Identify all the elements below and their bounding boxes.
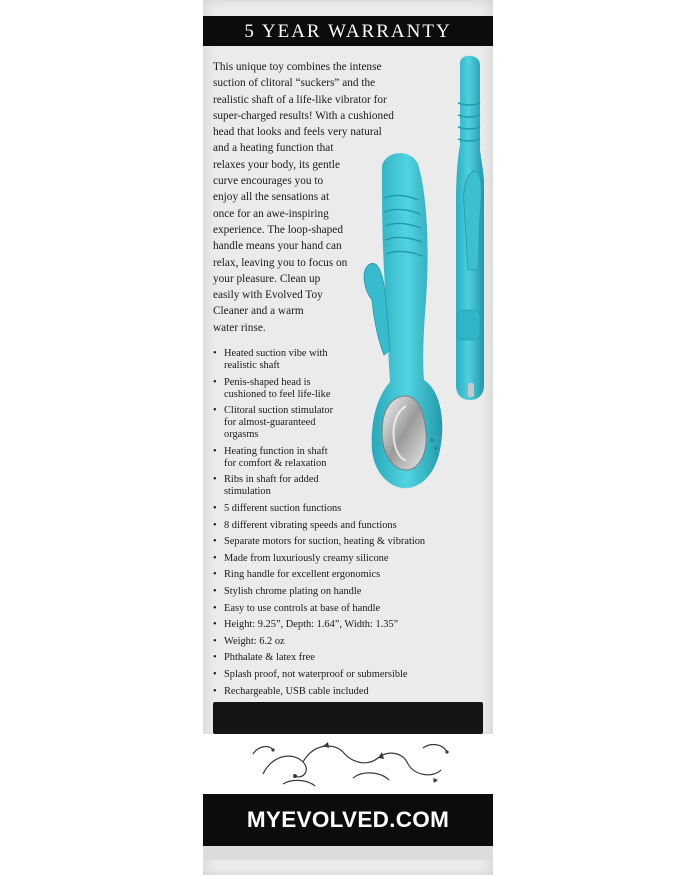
- feature-item: [213, 669, 488, 681]
- feature-text: • Penis-shaped head is: [224, 376, 311, 388]
- description-line: curve encourages you to: [213, 175, 324, 188]
- package-bottom-strip: [203, 846, 493, 860]
- warranty-banner: 5 YEAR WARRANTY: [203, 16, 493, 46]
- description-line: head that looks and feels very natural: [213, 126, 382, 139]
- feature-text: • Heating function in shaft: [224, 445, 328, 457]
- description-line: relax, leaving you to focus on: [213, 256, 348, 269]
- description-line: Cleaner and a warm: [213, 305, 304, 318]
- feature-text: • Height: 9.25”, Depth: 1.64”, Width: 1.35”: [224, 619, 399, 631]
- description-line: easily with Evolved Toy: [213, 289, 323, 302]
- feature-text: • Ribs in shaft for added: [224, 474, 319, 486]
- package-dark-band: [213, 702, 483, 734]
- description-line: and a heating function that: [213, 142, 334, 155]
- feature-text: • Weight: 6.2 oz: [224, 635, 285, 647]
- feature-item: [213, 652, 488, 664]
- feature-item: [213, 377, 488, 401]
- description-line: experience. The loop-shaped: [213, 223, 343, 236]
- description-line: relaxes your body, its gentle: [213, 158, 340, 171]
- feature-item: [213, 586, 488, 598]
- description-line: enjoy all the sensations at: [213, 191, 330, 204]
- feature-text: • Clitoral suction stimulator: [224, 405, 334, 417]
- feature-item: [213, 686, 488, 698]
- feature-text: cushioned to feel life-like: [224, 388, 331, 400]
- feature-text: stimulation: [224, 486, 271, 498]
- feature-text: • Rechargeable, USB cable included: [224, 685, 369, 697]
- feature-item: [213, 636, 488, 648]
- feature-text: for almost-guaranteed: [224, 417, 316, 429]
- feature-item: [213, 503, 488, 515]
- feature-text: • 5 different suction functions: [224, 502, 342, 514]
- feature-item: [213, 569, 488, 581]
- feature-text: • Separate motors for suction, heating & vibration: [224, 536, 426, 548]
- description-line: suction of clitoral “suckers” and the: [213, 77, 376, 90]
- description-line: your pleasure. Clean up: [213, 272, 321, 285]
- website-banner: [203, 794, 493, 846]
- feature-item: [213, 520, 488, 532]
- floral-swirl-ornament: [203, 734, 493, 794]
- description-line: once for an awe-inspiring: [213, 207, 329, 220]
- feature-text: • Made from luxuriously creamy silicone: [224, 552, 389, 564]
- description-line: realistic shaft of a life-like vibrator for: [213, 93, 387, 106]
- feature-text: realistic shaft: [224, 360, 280, 371]
- feature-list: [213, 348, 488, 702]
- feature-text: • Ring handle for excellent ergonomics: [224, 569, 381, 581]
- description-line: super-charged results! With a cushioned: [213, 109, 394, 122]
- description-line: handle means your hand can: [213, 240, 342, 253]
- feature-item: [213, 553, 488, 565]
- feature-item: [213, 446, 488, 470]
- feature-item: [213, 348, 488, 372]
- feature-item: [213, 474, 488, 498]
- feature-text: orgasms: [224, 429, 259, 441]
- feature-text: • Phthalate & latex free: [224, 652, 315, 664]
- description-line: water rinse.: [213, 321, 266, 334]
- feature-text: • Stylish chrome plating on handle: [224, 585, 362, 597]
- feature-text: • 8 different vibrating speeds and functions: [224, 519, 397, 531]
- feature-item: [213, 405, 488, 441]
- feature-item: [213, 603, 488, 615]
- website-url: MYEVOLVED.COM: [246, 807, 450, 832]
- feature-text: • Easy to use controls at base of handle: [224, 602, 381, 614]
- feature-item: [213, 619, 488, 631]
- feature-text: for comfort & relaxation: [224, 457, 327, 469]
- decorative-panel: [203, 734, 493, 794]
- feature-item: [213, 536, 488, 548]
- feature-text: • Splash proof, not waterproof or submersible: [224, 668, 408, 680]
- feature-text: • Heated suction vibe with: [224, 348, 328, 359]
- description-line: This unique toy combines the intense: [213, 61, 382, 73]
